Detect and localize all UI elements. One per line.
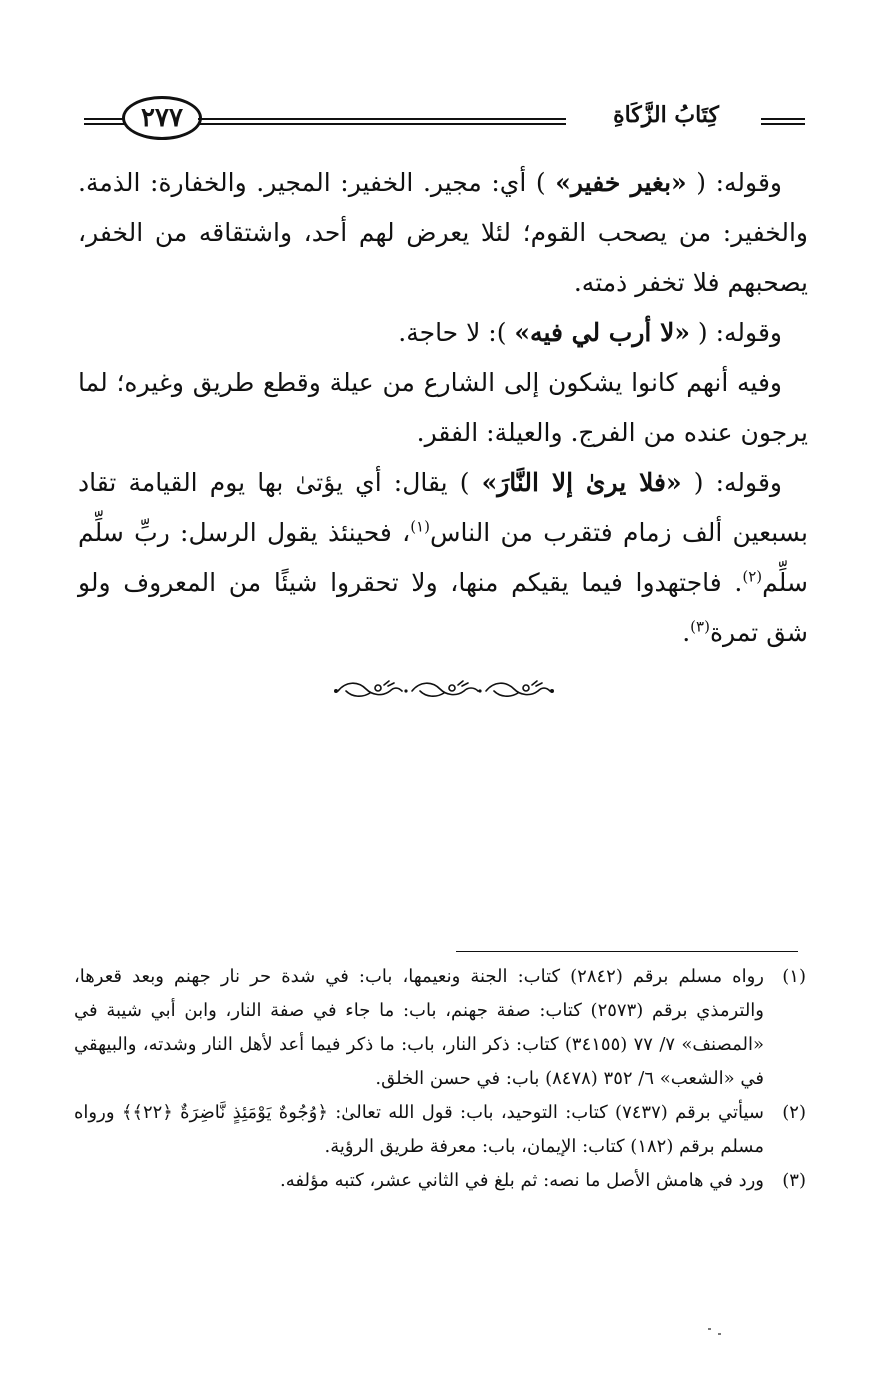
- footnote-text: سيأتي برقم (٧٤٣٧) كتاب: التوحيد، باب: قول الله تعالىٰ: ﴿وُجُوهٌ يَوْمَئِذٍ نَّاضِرَةٌ ﴿٢٢﴾﴾ ورواه مسلم برقم (١٨٢) كتاب: الإيمان، باب: معرفة طريق الرؤية.: [74, 1102, 764, 1157]
- footnote-ref-1[interactable]: (١): [410, 517, 430, 536]
- paragraph-text: ، فحينئذ يقول الرسل: ربِّ سلِّم سلِّم: [78, 518, 808, 597]
- footnote-3: [74, 1164, 806, 1198]
- footnote-number: (١): [782, 966, 806, 987]
- footnote-text: رواه مسلم برقم (٢٨٤٢) كتاب: الجنة ونعيمها، باب: في شدة حر نار جهنم وبعد قعرها، والترمذي برقم (٢٥٧٣) كتاب: صفة جهنم، باب: ما جاء في صفة النار، وابن أبي شيبة في «المصنف» ٧/ ٧٧ (٣٤١٥٥) كتاب: ذكر النار، باب: ما ذكر فيما أعد لأهل النار وشدته، والبيهقي في «الشعب» ٦/ ٣٥٢ (٨٤٧٨) باب: في حسن الخلق.: [74, 966, 765, 1089]
- footnote-number: (٣): [782, 1170, 806, 1191]
- main-text: [78, 158, 808, 658]
- paragraph-1: [78, 158, 808, 308]
- hadith-quote: «لا أرب لي فيه»: [514, 318, 690, 347]
- header-rule-right: [761, 118, 805, 125]
- hadith-quote: «فلا يرىٰ إلا النَّارَ»: [481, 468, 682, 497]
- paragraph-lead: وقوله: (: [697, 318, 782, 347]
- paragraph-3: [78, 358, 808, 458]
- floral-divider-icon: [332, 676, 556, 706]
- footnote-text: ورد في هامش الأصل ما نصه: ثم بلغ في الثاني عشر، كتبه مؤلفه.: [280, 1170, 764, 1191]
- footnote-1: [74, 960, 806, 1096]
- paragraph-text: ) أي: مجير. الخفير: المجير. والخفارة: الذمة. والخفير: من يصحب القوم؛ لئلا يعرض لهم أحد، واشتقاقه من الخفر، يصحبهم فلا تخفر ذمته.: [78, 168, 808, 297]
- footnotes: [74, 960, 806, 1198]
- paragraph-text: . فاجتهدوا فيما يقيكم منها، ولا تحقروا شيئًا من المعروف ولو شق تمرة: [78, 568, 808, 647]
- page-number: ٢٧٧: [122, 96, 202, 140]
- header-rule-middle: [198, 118, 566, 125]
- footnote-ref-3[interactable]: (٣): [690, 617, 710, 636]
- paragraph-text: وفيه أنهم كانوا يشكون إلى الشارع من عيلة وقطع طريق وغيره؛ لما يرجون عنده من الفرج. والعيلة: الفقر.: [78, 368, 808, 447]
- paragraph-lead: وقوله: (: [693, 468, 782, 497]
- scan-speck: [718, 1333, 721, 1335]
- paragraph-2: [78, 308, 808, 358]
- footnote-number: (٢): [782, 1102, 806, 1123]
- paragraph-text: ) يقال: أي يؤتىٰ بها يوم القيامة تقاد بسبعين ألف زمام فتقرب من الناس: [78, 468, 808, 547]
- footnote-ref-2[interactable]: (٢): [742, 567, 763, 586]
- page-header: [80, 92, 805, 146]
- scan-speck: [708, 1328, 711, 1330]
- hadith-quote: «بغير خفير»: [555, 168, 687, 197]
- footnote-2: [74, 1096, 806, 1164]
- paragraph-text: .: [682, 618, 691, 647]
- running-title: كِتَابُ الزَّكَاةِ: [613, 102, 719, 128]
- paragraph-lead: وقوله: (: [696, 168, 782, 197]
- paragraph-4: [78, 458, 808, 658]
- paragraph-text: ): لا حاجة.: [398, 318, 507, 347]
- footnote-separator: [456, 951, 798, 952]
- header-rule-left: [84, 118, 124, 125]
